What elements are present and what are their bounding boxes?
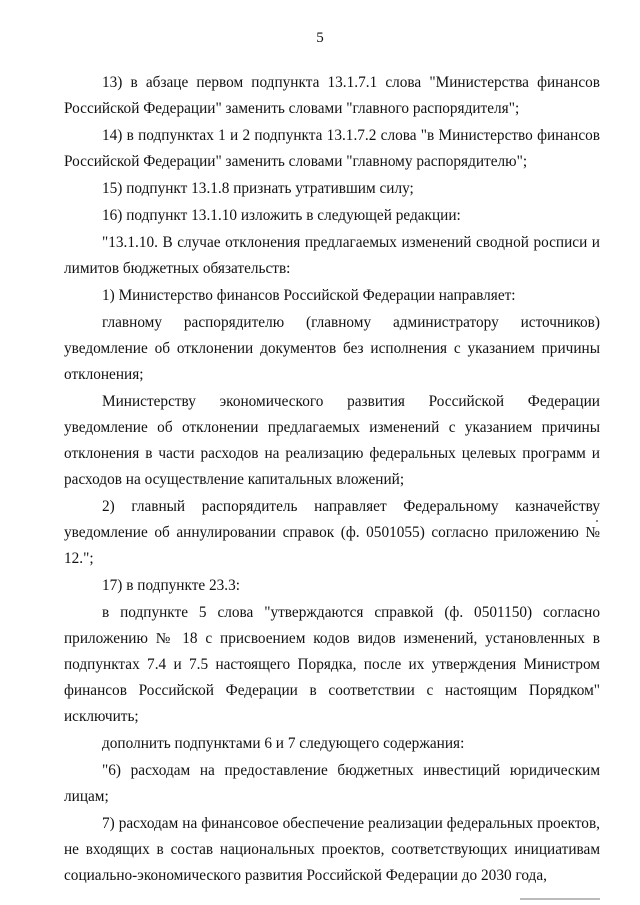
paragraph-supplement: дополнить подпунктами 6 и 7 следующего содержания: — [102, 735, 465, 752]
paragraph-ministry-economic-development: Министерству экономического развития Российской Федерации уведомление об отклонении предлагаемых изменений с указанием причины отклонения в части расходов на реализацию федеральных целевых программ и расходов на осуществление капитальных вложений; — [64, 393, 600, 488]
scan-mark — [596, 520, 598, 522]
paragraph-16: 16) подпункт 13.1.10 изложить в следующей редакции: — [102, 207, 461, 224]
paragraph-14: 14) в подпунктах 1 и 2 подпункта 13.1.7.2 слова "в Министерство финансов Российской Федерации" заменить словами "главному распорядителю"; — [64, 127, 600, 170]
scan-mark — [520, 898, 600, 900]
paragraph-item-1: 1) Министерство финансов Российской Федерации направляет: — [102, 287, 516, 304]
paragraph-new-item-7: 7) расходам на финансовое обеспечение реализации федеральных проектов, не входящих в состав национальных проектов, соответствующих инициативам социально-экономического развития Российской Федерации до 2030 года, — [64, 815, 600, 884]
paragraph-subitem-5: в подпункте 5 слова "утверждаются справкой (ф. 0501150) согласно приложению № 18 с присвоением кодов видов изменений, установленных в подпунктах 7.4 и 7.5 настоящего Порядка, после их утверждения Министром финансов Российской Федерации в соответствии с настоящим Порядком" исключить; — [64, 604, 600, 725]
paragraph-chief-administrator: главному распорядителю (главному администратору источников) уведомление об отклонении документов без исполнения с указанием причины отклонения; — [64, 314, 600, 383]
paragraph-15: 15) подпункт 13.1.8 признать утратившим силу; — [102, 180, 414, 197]
paragraph-13: 13) в абзаце первом подпункта 13.1.7.1 слова "Министерства финансов Российской Федерации" заменить словами "главного распорядителя"; — [64, 74, 600, 117]
paragraph-new-item-6: "6) расходам на предоставление бюджетных инвестиций юридическим лицам; — [64, 762, 600, 805]
document-body — [64, 70, 600, 890]
paragraph-13-1-10: "13.1.10. В случае отклонения предлагаемых изменений сводной росписи и лимитов бюджетных обязательств: — [64, 234, 600, 277]
paragraph-17: 17) в подпункте 23.3: — [102, 577, 241, 594]
paragraph-item-2: 2) главный распорядитель направляет Федеральному казначейству уведомление об аннулировании справок (ф. 0501055) согласно приложению № 12."; — [64, 498, 600, 567]
page-number: 5 — [316, 30, 324, 46]
